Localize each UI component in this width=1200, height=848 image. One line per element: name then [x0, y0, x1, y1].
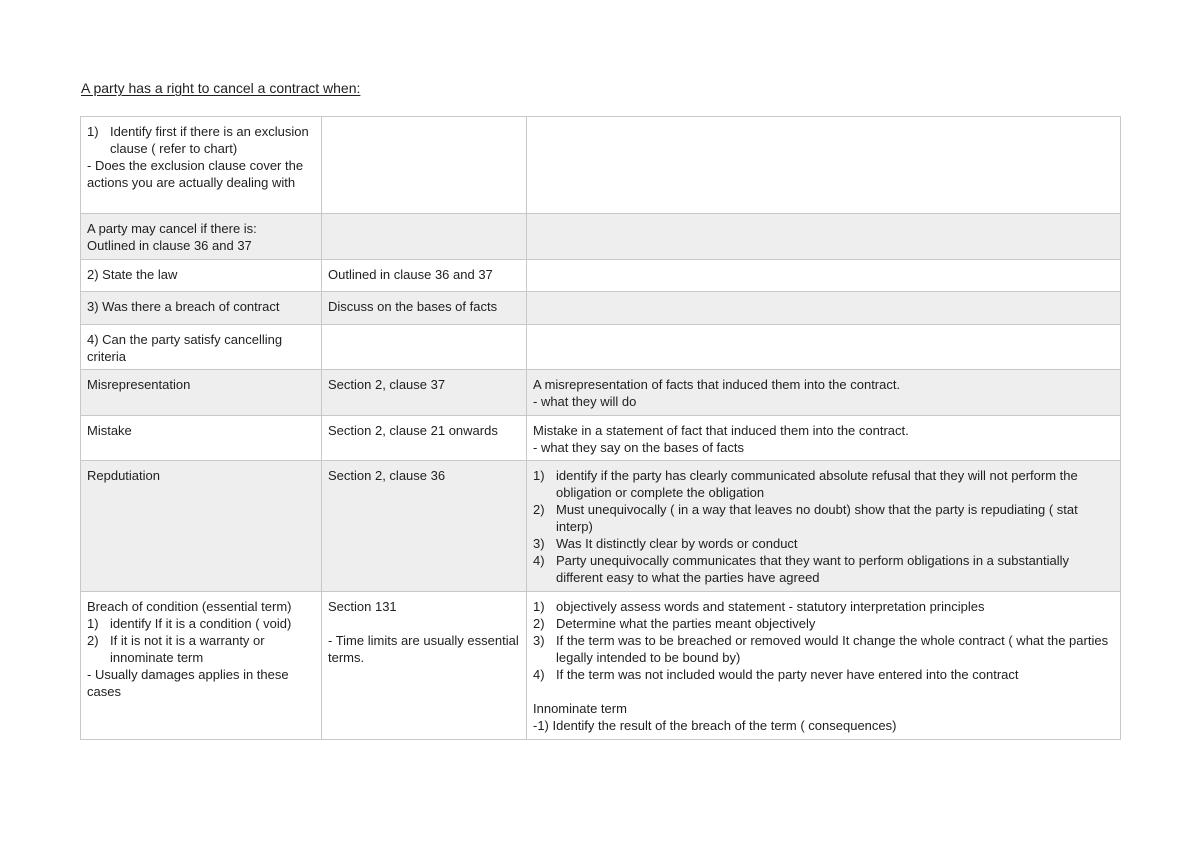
cell-text: Section 2, clause 37: [328, 377, 446, 392]
table-row: [81, 292, 1121, 325]
cell-text: Repdutiation: [87, 468, 160, 483]
list-number: 2): [533, 616, 545, 631]
cell-text: Outlined in clause 36 and 37: [328, 267, 493, 282]
list-item: [533, 632, 1114, 666]
row-breach-cell-2: [322, 292, 527, 325]
list-text: Determine what the parties meant objectively: [556, 616, 816, 631]
cell-text: 4) Can the party satisfy cancelling criteria: [87, 332, 283, 364]
table-row: [81, 592, 1121, 740]
row-breach-cell-3: [527, 292, 1121, 325]
spacer: [328, 615, 520, 632]
row-condition-cell-3: [527, 592, 1121, 740]
row-may-cancel-cell-3: [527, 214, 1121, 260]
cell-text: - Time limits are usually essential terms.: [328, 633, 519, 665]
cell-text: Outlined in clause 36 and 37: [87, 238, 252, 253]
list-number: 1): [533, 468, 545, 483]
list-text: Must unequivocally ( in a way that leaves no doubt) show that the party is repudiating ( stat interp): [556, 502, 1078, 534]
list-item: [87, 615, 315, 632]
list-text: Was It distinctly clear by words or conduct: [556, 536, 798, 551]
cell-text: Misrepresentation: [87, 377, 191, 392]
numbered-list: [87, 123, 315, 157]
numbered-list: [533, 598, 1114, 683]
cell-text: - Usually damages applies in these cases: [87, 667, 289, 699]
cell-text: - what they will do: [533, 394, 637, 409]
cell-text: - what they say on the bases of facts: [533, 440, 745, 455]
row-condition-cell-2: [322, 592, 527, 740]
row-criteria-cell-2: [322, 325, 527, 370]
cell-text: Breach of condition (essential term): [87, 599, 292, 614]
list-text: If it is not it is a warranty or innominate term: [110, 633, 265, 665]
list-item: [533, 598, 1114, 615]
list-number: 1): [87, 616, 99, 631]
list-text: If the term was to be breached or removed would It change the whole contract ( what the parties legally intended to be bound by): [556, 633, 1109, 665]
row-state-law-cell-2: [322, 260, 527, 292]
cell-text: - Does the exclusion clause cover the actions you are actually dealing with: [87, 158, 304, 190]
cell-text: Section 2, clause 36: [328, 468, 446, 483]
list-item: [533, 552, 1114, 586]
row-repudiation-cell-3: [527, 461, 1121, 592]
list-text: If the term was not included would the party never have entered into the contract: [556, 667, 1019, 682]
row-criteria-cell-3: [527, 325, 1121, 370]
cell-text: A misrepresentation of facts that induced them into the contract.: [533, 377, 901, 392]
cell-text: Mistake: [87, 423, 132, 438]
table-row: [81, 117, 1121, 214]
list-number: 2): [87, 633, 99, 648]
row-repudiation-cell-2: [322, 461, 527, 592]
list-text: Party unequivocally communicates that they want to perform obligations in a substantially different easy to what the parties have agreed: [556, 553, 1070, 585]
list-text: identify If it is a condition ( void): [110, 616, 292, 631]
row-repudiation-cell-1: [81, 461, 322, 592]
list-number: 1): [533, 599, 545, 614]
table-row: [81, 214, 1121, 260]
list-item: [533, 467, 1114, 501]
numbered-list: [533, 467, 1114, 586]
cell-text: Section 2, clause 21 onwards: [328, 423, 498, 438]
list-text: identify if the party has clearly communicated absolute refusal that they will not perform the obligation or complete the obligation: [556, 468, 1078, 500]
list-number: 4): [533, 667, 545, 682]
row-exclusion-cell-1: [81, 117, 322, 214]
cell-text: Discuss on the bases of facts: [328, 299, 498, 314]
row-misrep-cell-3: [527, 370, 1121, 416]
cell-text: Mistake in a statement of fact that induced them into the contract.: [533, 423, 909, 438]
list-item: [87, 123, 315, 157]
list-number: 4): [533, 553, 545, 568]
row-criteria-cell-1: [81, 325, 322, 370]
cell-text: -1) Identify the result of the breach of the term ( consequences): [533, 718, 897, 733]
list-number: 2): [533, 502, 545, 517]
list-item: [87, 632, 315, 666]
spacer: [533, 683, 1114, 700]
list-text: objectively assess words and statement - statutory interpretation principles: [556, 599, 985, 614]
cell-text: 2) State the law: [87, 267, 178, 282]
cell-text: 3) Was there a breach of contract: [87, 299, 280, 314]
row-condition-cell-1: [81, 592, 322, 740]
list-number: 3): [533, 633, 545, 648]
row-state-law-cell-3: [527, 260, 1121, 292]
table-row: [81, 325, 1121, 370]
page-heading: A party has a right to cancel a contract when:: [81, 80, 361, 96]
numbered-list: [87, 615, 315, 666]
criteria-table: [80, 116, 1121, 740]
table-row: [81, 416, 1121, 461]
list-item: [533, 615, 1114, 632]
list-item: [533, 666, 1114, 683]
list-item: [533, 535, 1114, 552]
row-misrep-cell-2: [322, 370, 527, 416]
table-row: [81, 461, 1121, 592]
list-text: Identify first if there is an exclusion clause ( refer to chart): [110, 124, 309, 156]
row-may-cancel-cell-1: [81, 214, 322, 260]
row-mistake-cell-2: [322, 416, 527, 461]
row-breach-cell-1: [81, 292, 322, 325]
table-row: [81, 260, 1121, 292]
list-number: 1): [87, 124, 99, 139]
row-misrep-cell-1: [81, 370, 322, 416]
list-number: 3): [533, 536, 545, 551]
row-mistake-cell-3: [527, 416, 1121, 461]
row-mistake-cell-1: [81, 416, 322, 461]
cell-text: A party may cancel if there is:: [87, 221, 257, 236]
row-state-law-cell-1: [81, 260, 322, 292]
list-item: [533, 501, 1114, 535]
row-exclusion-cell-2: [322, 117, 527, 214]
cell-text: Innominate term: [533, 701, 627, 716]
row-exclusion-cell-3: [527, 117, 1121, 214]
cell-text: Section 131: [328, 599, 397, 614]
table-row: [81, 370, 1121, 416]
row-may-cancel-cell-2: [322, 214, 527, 260]
